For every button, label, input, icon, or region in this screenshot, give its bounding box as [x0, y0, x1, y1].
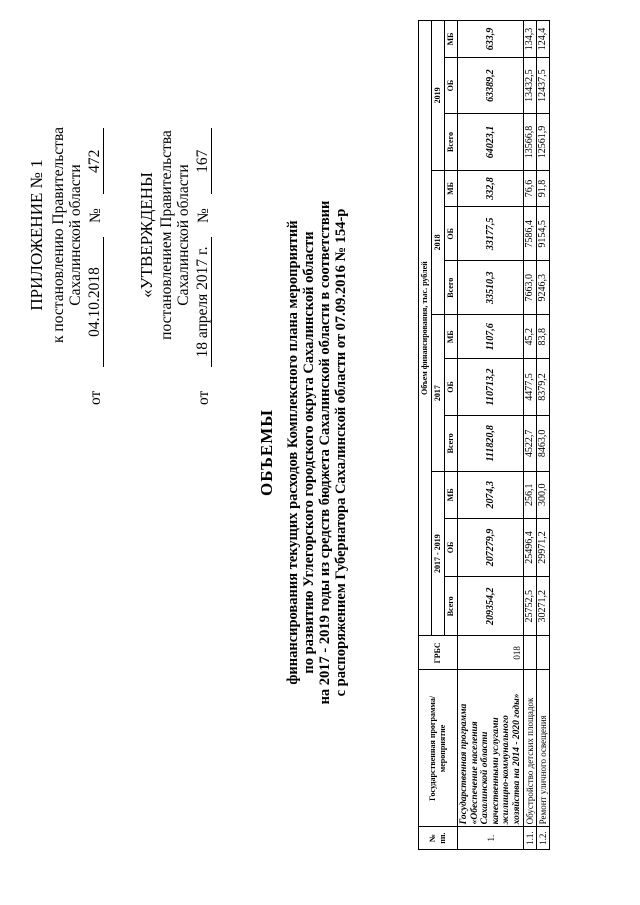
value-cell: 4522,7	[524, 415, 537, 471]
header-mb: МБ	[445, 170, 458, 207]
row-num: 1.2.	[537, 827, 550, 850]
row-grbs: 018	[458, 636, 524, 670]
header-2019: 2019	[432, 21, 445, 171]
value-cell: 33177,5	[458, 207, 524, 261]
appendix-date: 04.10.2018	[86, 237, 104, 367]
value-cell: 12561,9	[537, 114, 550, 170]
value-cell: 209354,2	[458, 577, 524, 636]
value-cell: 2074,3	[458, 472, 524, 519]
approved-block	[138, 65, 212, 405]
header-mb: МБ	[445, 21, 458, 58]
header-total: Всего	[445, 577, 458, 636]
row-name: Государственная программа «Обеспечение населения Сахалинской области качественными услугами жилищно-коммунального хозяйства на 2014 - 2020 годы»	[458, 670, 524, 827]
value-cell: 124,4	[537, 21, 550, 58]
appendix-block	[28, 65, 104, 405]
header-2017: 2017	[432, 315, 445, 472]
header-ob: ОБ	[445, 359, 458, 415]
value-cell: 30271,2	[537, 577, 550, 636]
row-grbs	[524, 636, 537, 670]
value-cell: 256,1	[524, 472, 537, 519]
appendix-number: 472	[86, 128, 104, 194]
value-cell: 33510,3	[458, 261, 524, 315]
value-cell: 633,9	[458, 21, 524, 58]
header-total: Всего	[445, 261, 458, 315]
value-cell: 76,6	[524, 170, 537, 207]
value-cell: 13432,5	[524, 57, 537, 113]
appendix-line2: Сахалинской области	[67, 164, 84, 306]
appendix-title: ПРИЛОЖЕНИЕ № 1	[27, 159, 46, 311]
header-ob: ОБ	[445, 57, 458, 113]
appendix-date-row	[86, 65, 104, 405]
value-cell: 9246,3	[537, 261, 550, 315]
document-title	[257, 0, 349, 905]
header-total: Всего	[445, 415, 458, 471]
header-volume: Объем финансирования, тыс. рублей	[419, 21, 432, 636]
approved-ot: от	[195, 390, 212, 405]
financing-table	[418, 20, 550, 850]
approved-no-sign: №	[195, 208, 212, 223]
value-cell: 1107,6	[458, 315, 524, 359]
header-program: Государственная программа/мероприятие	[419, 670, 458, 827]
value-cell: 7663,0	[524, 261, 537, 315]
header-mb: МБ	[445, 472, 458, 519]
header-mb: МБ	[445, 315, 458, 359]
document-title-line: на 2017 - 2019 годы из средств бюджета Сахалинской области в соответствии	[317, 200, 333, 705]
value-cell: 7586,4	[524, 207, 537, 261]
appendix-line1: к постановлению Правительства	[50, 127, 67, 343]
value-cell: 45,2	[524, 315, 537, 359]
value-cell: 25496,4	[524, 518, 537, 577]
approved-date-row	[194, 65, 212, 405]
row-name: Ремонт уличного освещения	[537, 670, 550, 827]
table-row	[458, 21, 524, 850]
header-total: Всего	[445, 114, 458, 170]
value-cell: 25752,5	[524, 577, 537, 636]
value-cell: 332,8	[458, 170, 524, 207]
value-cell: 8463,0	[537, 415, 550, 471]
value-cell: 9154,5	[537, 207, 550, 261]
header-num: № пп.	[419, 827, 458, 850]
value-cell: 300,0	[537, 472, 550, 519]
value-cell: 12437,5	[537, 57, 550, 113]
approved-line2: Сахалинской области	[175, 164, 192, 306]
value-cell: 83,8	[537, 315, 550, 359]
value-cell: 111820,8	[458, 415, 524, 471]
value-cell: 110713,2	[458, 359, 524, 415]
approved-number: 167	[194, 128, 212, 194]
table-row	[524, 21, 537, 850]
header-ob: ОБ	[445, 518, 458, 577]
row-grbs	[537, 636, 550, 670]
row-name: Обустройство детских площадок	[524, 670, 537, 827]
value-cell: 207279,9	[458, 518, 524, 577]
value-cell: 64023,1	[458, 114, 524, 170]
header-period: 2017 - 2019	[432, 472, 445, 636]
approved-title: «УТВЕРЖДЕНЫ	[137, 172, 156, 298]
approved-date: 18 апреля 2017 г.	[194, 237, 212, 367]
approved-line1: постановлением Правительства	[158, 130, 175, 340]
document-title-main: ОБЪЕМЫ	[257, 409, 276, 496]
value-cell: 91,8	[537, 170, 550, 207]
value-cell: 8379,2	[537, 359, 550, 415]
document-title-line: с распоряжением Губернатора Сахалинской области от 07.09.2016 № 154-р	[333, 208, 349, 697]
header-grbs: ГРБС	[419, 636, 458, 670]
value-cell: 63389,2	[458, 57, 524, 113]
appendix-ot: от	[87, 390, 104, 405]
value-cell: 29971,2	[537, 518, 550, 577]
header-ob: ОБ	[445, 207, 458, 261]
value-cell: 4477,5	[524, 359, 537, 415]
value-cell: 13566,8	[524, 114, 537, 170]
appendix-no-sign: №	[87, 208, 104, 223]
document-title-line: финансирования текущих расходов Комплексного плана мероприятий	[285, 220, 301, 685]
row-num: 1.1.	[524, 827, 537, 850]
value-cell: 134,3	[524, 21, 537, 58]
row-num: 1.	[458, 827, 524, 850]
header-2018: 2018	[432, 170, 445, 315]
table-row	[537, 21, 550, 850]
document-title-line: по развитию Углегорского городского округа Сахалинской области	[301, 231, 317, 674]
